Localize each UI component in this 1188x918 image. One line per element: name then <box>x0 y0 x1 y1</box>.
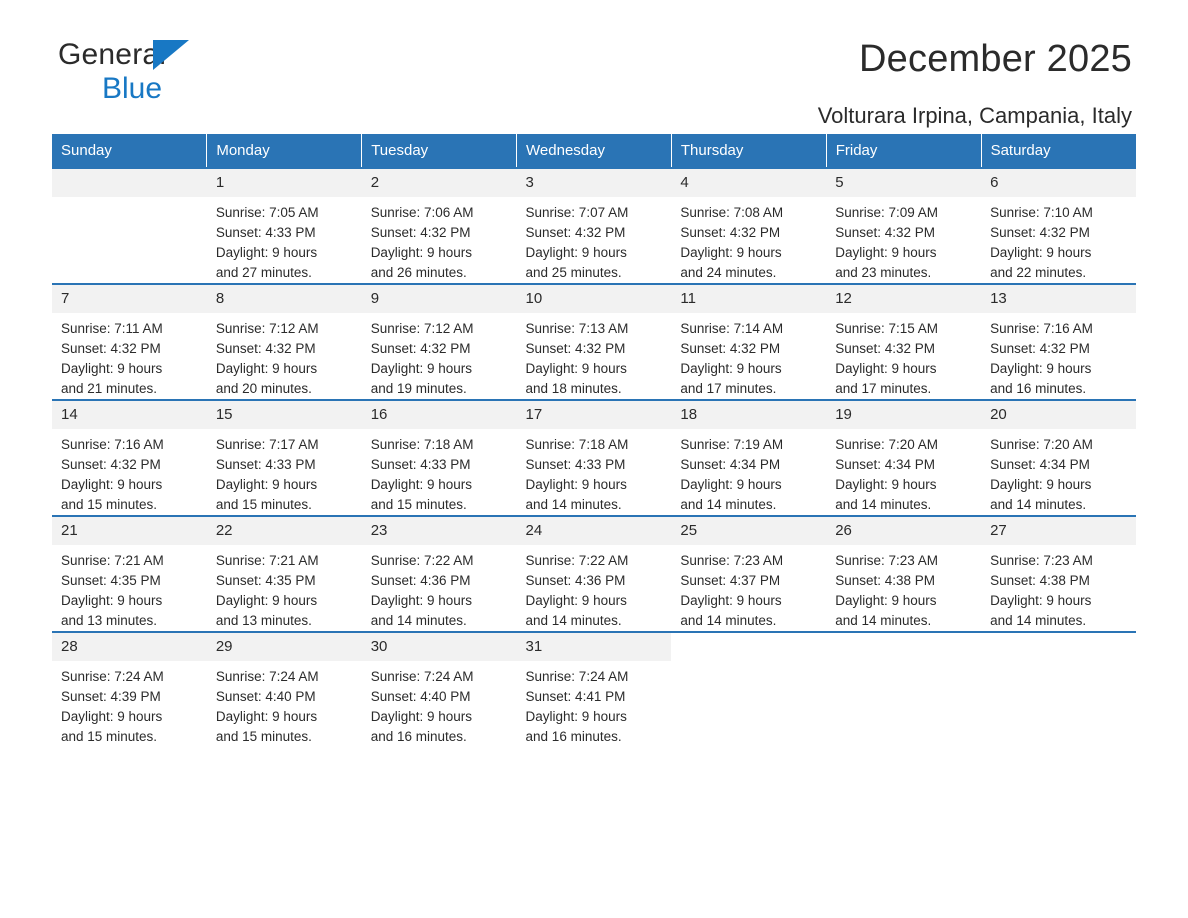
day-info-line: Sunset: 4:32 PM <box>61 341 161 356</box>
calendar-day-cell[interactable] <box>671 168 826 284</box>
day-info-line: and 14 minutes. <box>525 613 622 628</box>
day-info-line: and 17 minutes. <box>680 381 777 396</box>
day-info-line: Sunrise: 7:09 AM <box>835 205 939 220</box>
day-info-line: and 16 minutes. <box>525 729 622 744</box>
calendar-day-cell[interactable] <box>671 400 826 516</box>
logo-triangle-icon <box>153 40 189 70</box>
day-info-line: and 14 minutes. <box>370 613 467 628</box>
day-info-line: Daylight: 9 hours <box>215 477 318 492</box>
day-info-line: Sunset: 4:32 PM <box>215 341 316 356</box>
day-info-line: Sunset: 4:36 PM <box>525 573 626 588</box>
calendar-day-cell[interactable] <box>52 400 207 516</box>
day-info-line: Sunrise: 7:21 AM <box>61 553 164 568</box>
day-info-line: and 15 minutes. <box>215 729 312 744</box>
day-sun-info <box>671 429 826 515</box>
weekday-header-tuesday: Tuesday <box>362 134 517 168</box>
day-info-line: Sunrise: 7:12 AM <box>370 321 474 336</box>
day-info-line: Sunrise: 7:23 AM <box>990 553 1093 568</box>
day-info-line: Daylight: 9 hours <box>990 245 1092 260</box>
calendar-day-cell[interactable] <box>671 516 826 632</box>
day-info-line: Sunset: 4:32 PM <box>525 341 626 356</box>
day-info-line: Sunset: 4:41 PM <box>525 689 626 704</box>
calendar-day-cell[interactable] <box>362 284 517 400</box>
day-info-line: Sunset: 4:33 PM <box>215 457 316 472</box>
day-info-line: Daylight: 9 hours <box>525 709 627 724</box>
calendar-day-cell[interactable] <box>207 516 362 632</box>
day-number: 24 <box>517 517 672 545</box>
calendar-day-cell[interactable] <box>826 516 981 632</box>
day-info-line: Daylight: 9 hours <box>525 593 627 608</box>
day-info-line: and 16 minutes. <box>370 729 467 744</box>
day-number: 30 <box>362 633 517 661</box>
day-info-line: Sunset: 4:36 PM <box>370 573 471 588</box>
calendar-day-cell[interactable] <box>207 284 362 400</box>
day-number: 7 <box>52 285 207 313</box>
day-info-line: Sunset: 4:33 PM <box>215 225 316 240</box>
day-number: 4 <box>671 169 826 197</box>
day-info-line: Sunset: 4:35 PM <box>215 573 316 588</box>
calendar-day-cell[interactable] <box>362 168 517 284</box>
calendar-day-cell[interactable] <box>981 400 1136 516</box>
day-number: 2 <box>362 169 517 197</box>
day-number: 17 <box>517 401 672 429</box>
day-sun-info <box>52 313 207 399</box>
day-sun-info <box>671 313 826 399</box>
day-info-line: Daylight: 9 hours <box>215 245 318 260</box>
day-info-line: and 18 minutes. <box>525 381 622 396</box>
day-number: 26 <box>826 517 981 545</box>
day-sun-info <box>826 197 981 283</box>
day-info-line: Sunrise: 7:24 AM <box>215 669 319 684</box>
day-number: 3 <box>517 169 672 197</box>
day-info-line: Sunset: 4:32 PM <box>370 341 471 356</box>
day-info-line: Sunrise: 7:14 AM <box>680 321 784 336</box>
day-number: 29 <box>207 633 362 661</box>
day-number: 20 <box>981 401 1136 429</box>
day-info-line: Sunrise: 7:18 AM <box>525 437 629 452</box>
day-info-line: Daylight: 9 hours <box>680 477 782 492</box>
page-title: December 2025 <box>859 38 1132 80</box>
calendar-day-cell[interactable] <box>826 284 981 400</box>
logo-text-blue: Blue <box>102 72 163 105</box>
day-sun-info <box>826 429 981 515</box>
day-info-line: Sunrise: 7:21 AM <box>215 553 319 568</box>
weekday-header-friday: Friday <box>826 134 981 168</box>
day-info-line: and 14 minutes. <box>990 497 1087 512</box>
calendar-empty-cell <box>52 168 207 284</box>
weekday-header-sunday: Sunday <box>52 134 207 168</box>
day-sun-info <box>362 197 517 283</box>
calendar-day-cell[interactable] <box>671 284 826 400</box>
day-info-line: Daylight: 9 hours <box>680 593 782 608</box>
day-info-line: Sunrise: 7:24 AM <box>61 669 164 684</box>
day-info-line: Sunrise: 7:13 AM <box>525 321 629 336</box>
day-info-line: and 13 minutes. <box>61 613 158 628</box>
day-info-line: Sunset: 4:33 PM <box>370 457 471 472</box>
day-info-line: Sunset: 4:34 PM <box>990 457 1090 472</box>
day-number: 25 <box>671 517 826 545</box>
day-info-line: Sunset: 4:39 PM <box>61 689 161 704</box>
day-sun-info <box>207 313 362 399</box>
day-info-line: Sunset: 4:33 PM <box>525 457 626 472</box>
day-info-line: Sunset: 4:32 PM <box>61 457 161 472</box>
day-info-line: Daylight: 9 hours <box>990 477 1092 492</box>
day-info-line: Sunset: 4:32 PM <box>525 225 626 240</box>
day-info-line: Sunset: 4:35 PM <box>61 573 161 588</box>
day-number: 11 <box>671 285 826 313</box>
day-sun-info <box>52 545 207 631</box>
calendar-empty-cell <box>671 632 826 747</box>
day-info-line: and 27 minutes. <box>215 265 312 280</box>
day-sun-info <box>362 429 517 515</box>
day-number: 21 <box>52 517 207 545</box>
day-number: 22 <box>207 517 362 545</box>
calendar-week-row <box>52 516 1136 632</box>
day-info-line: Daylight: 9 hours <box>835 361 937 376</box>
day-info-line: Sunrise: 7:22 AM <box>370 553 474 568</box>
generalblue-logo <box>58 40 258 112</box>
day-info-line: Sunset: 4:38 PM <box>835 573 936 588</box>
calendar-week-row <box>52 168 1136 284</box>
calendar-day-cell[interactable] <box>826 400 981 516</box>
day-info-line: Sunrise: 7:20 AM <box>990 437 1093 452</box>
day-info-line: and 14 minutes. <box>680 613 777 628</box>
day-number: 5 <box>826 169 981 197</box>
day-sun-info <box>517 197 672 283</box>
day-info-line: and 21 minutes. <box>61 381 158 396</box>
day-info-line: and 22 minutes. <box>990 265 1087 280</box>
day-number: 15 <box>207 401 362 429</box>
day-info-line: and 19 minutes. <box>370 381 467 396</box>
day-sun-info <box>826 313 981 399</box>
day-info-line: Daylight: 9 hours <box>61 477 163 492</box>
calendar-day-cell[interactable] <box>517 516 672 632</box>
day-info-line: Daylight: 9 hours <box>61 361 163 376</box>
day-info-line: Sunrise: 7:20 AM <box>835 437 939 452</box>
day-info-line: Sunrise: 7:24 AM <box>370 669 474 684</box>
day-info-line: Daylight: 9 hours <box>990 593 1092 608</box>
day-sun-info <box>207 429 362 515</box>
day-sun-info <box>517 429 672 515</box>
day-number: 10 <box>517 285 672 313</box>
calendar-empty-cell <box>981 632 1136 747</box>
day-info-line: Daylight: 9 hours <box>525 361 627 376</box>
day-info-line: Daylight: 9 hours <box>370 245 472 260</box>
day-info-line: Sunset: 4:40 PM <box>370 689 471 704</box>
day-info-line: and 15 minutes. <box>61 729 158 744</box>
day-info-line: and 23 minutes. <box>835 265 932 280</box>
day-info-line: Sunrise: 7:07 AM <box>525 205 629 220</box>
day-sun-info <box>671 545 826 631</box>
day-sun-info <box>207 545 362 631</box>
day-info-line: Sunset: 4:32 PM <box>990 341 1090 356</box>
day-info-line: Sunset: 4:40 PM <box>215 689 316 704</box>
day-info-line: and 15 minutes. <box>61 497 158 512</box>
day-info-line: and 15 minutes. <box>215 497 312 512</box>
calendar-day-cell[interactable] <box>52 516 207 632</box>
day-info-line: Sunrise: 7:17 AM <box>215 437 319 452</box>
day-info-line: Sunrise: 7:16 AM <box>990 321 1093 336</box>
day-info-line: and 16 minutes. <box>990 381 1087 396</box>
day-info-line: Sunset: 4:34 PM <box>680 457 781 472</box>
day-number: 8 <box>207 285 362 313</box>
day-number: 27 <box>981 517 1136 545</box>
page-header <box>52 0 1136 128</box>
day-info-line: Daylight: 9 hours <box>370 709 472 724</box>
day-info-line: Sunrise: 7:05 AM <box>215 205 319 220</box>
day-info-line: Sunrise: 7:06 AM <box>370 205 474 220</box>
day-info-line: and 14 minutes. <box>835 613 932 628</box>
day-number <box>52 169 207 197</box>
day-sun-info <box>362 313 517 399</box>
day-info-line: Daylight: 9 hours <box>525 477 627 492</box>
day-number <box>981 633 1136 661</box>
day-info-line: Sunrise: 7:11 AM <box>61 321 163 336</box>
day-number: 28 <box>52 633 207 661</box>
weekday-header-saturday: Saturday <box>981 134 1136 168</box>
day-info-line: Daylight: 9 hours <box>370 361 472 376</box>
day-info-line: Daylight: 9 hours <box>215 593 318 608</box>
calendar-day-cell[interactable] <box>207 400 362 516</box>
day-sun-info <box>52 661 207 747</box>
calendar-empty-cell <box>826 632 981 747</box>
day-sun-info <box>671 197 826 283</box>
calendar-day-cell[interactable] <box>362 400 517 516</box>
day-info-line: Sunrise: 7:12 AM <box>215 321 319 336</box>
day-info-line: Daylight: 9 hours <box>680 361 782 376</box>
day-info-line: Sunrise: 7:18 AM <box>370 437 474 452</box>
day-number: 18 <box>671 401 826 429</box>
day-info-line: Daylight: 9 hours <box>835 245 937 260</box>
day-info-line: Sunrise: 7:08 AM <box>680 205 784 220</box>
weekday-header-wednesday: Wednesday <box>517 134 672 168</box>
day-info-line: and 15 minutes. <box>370 497 467 512</box>
day-info-line: Sunset: 4:32 PM <box>835 225 936 240</box>
day-info-line: Sunset: 4:32 PM <box>835 341 936 356</box>
day-sun-info <box>981 545 1136 631</box>
day-sun-info <box>981 197 1136 283</box>
day-info-line: Sunrise: 7:23 AM <box>680 553 784 568</box>
day-number: 16 <box>362 401 517 429</box>
day-sun-info <box>207 197 362 283</box>
day-info-line: and 14 minutes. <box>680 497 777 512</box>
day-info-line: Daylight: 9 hours <box>525 245 627 260</box>
day-sun-info <box>517 661 672 747</box>
calendar-day-cell[interactable] <box>207 168 362 284</box>
day-info-line: Sunrise: 7:10 AM <box>990 205 1093 220</box>
day-info-line: and 20 minutes. <box>215 381 312 396</box>
day-sun-info <box>362 545 517 631</box>
calendar-table <box>52 134 1136 747</box>
day-info-line: Sunrise: 7:19 AM <box>680 437 784 452</box>
day-info-line: Daylight: 9 hours <box>835 593 937 608</box>
day-info-line: Daylight: 9 hours <box>370 477 472 492</box>
calendar-day-cell[interactable] <box>981 516 1136 632</box>
day-number: 23 <box>362 517 517 545</box>
calendar-week-row <box>52 400 1136 516</box>
day-info-line: Sunset: 4:32 PM <box>990 225 1090 240</box>
day-sun-info <box>981 429 1136 515</box>
day-number: 6 <box>981 169 1136 197</box>
weekday-header-thursday: Thursday <box>671 134 826 168</box>
day-info-line: Daylight: 9 hours <box>61 593 163 608</box>
calendar-day-cell[interactable] <box>981 168 1136 284</box>
day-info-line: Sunset: 4:32 PM <box>680 225 781 240</box>
day-number <box>671 633 826 661</box>
day-info-line: Daylight: 9 hours <box>680 245 782 260</box>
day-info-line: Daylight: 9 hours <box>990 361 1092 376</box>
calendar-day-cell[interactable] <box>826 168 981 284</box>
day-info-line: Sunrise: 7:24 AM <box>525 669 629 684</box>
logo-text-general: General <box>58 38 167 71</box>
calendar-day-cell[interactable] <box>517 632 672 747</box>
day-info-line: Daylight: 9 hours <box>215 709 318 724</box>
day-sun-info <box>826 545 981 631</box>
day-number: 19 <box>826 401 981 429</box>
day-number: 14 <box>52 401 207 429</box>
day-sun-info <box>362 661 517 747</box>
day-info-line: Daylight: 9 hours <box>61 709 163 724</box>
calendar-day-cell[interactable] <box>52 284 207 400</box>
day-number: 1 <box>207 169 362 197</box>
calendar-week-row <box>52 284 1136 400</box>
calendar-day-cell[interactable] <box>517 284 672 400</box>
calendar-body <box>52 168 1136 747</box>
day-info-line: Sunrise: 7:22 AM <box>525 553 629 568</box>
day-info-line: and 24 minutes. <box>680 265 777 280</box>
day-number: 9 <box>362 285 517 313</box>
day-info-line: and 14 minutes. <box>835 497 932 512</box>
calendar-day-cell[interactable] <box>207 632 362 747</box>
day-number: 13 <box>981 285 1136 313</box>
day-info-line: and 17 minutes. <box>835 381 932 396</box>
calendar-day-cell[interactable] <box>517 168 672 284</box>
day-sun-info <box>52 429 207 515</box>
day-info-line: Sunset: 4:34 PM <box>835 457 936 472</box>
day-sun-info <box>517 545 672 631</box>
day-info-line: Daylight: 9 hours <box>215 361 318 376</box>
day-info-line: Sunset: 4:37 PM <box>680 573 781 588</box>
calendar-day-cell[interactable] <box>362 632 517 747</box>
day-info-line: and 14 minutes. <box>525 497 622 512</box>
day-info-line: Sunset: 4:38 PM <box>990 573 1090 588</box>
calendar-day-cell[interactable] <box>362 516 517 632</box>
day-info-line: Sunrise: 7:15 AM <box>835 321 939 336</box>
day-number: 12 <box>826 285 981 313</box>
calendar-week-row <box>52 632 1136 747</box>
weekday-header-row <box>52 134 1136 168</box>
day-info-line: and 26 minutes. <box>370 265 467 280</box>
day-info-line: and 25 minutes. <box>525 265 622 280</box>
day-sun-info <box>981 313 1136 399</box>
calendar-day-cell[interactable] <box>52 632 207 747</box>
day-number: 31 <box>517 633 672 661</box>
day-info-line: Sunset: 4:32 PM <box>680 341 781 356</box>
day-info-line: Daylight: 9 hours <box>835 477 937 492</box>
calendar-day-cell[interactable] <box>981 284 1136 400</box>
calendar-day-cell[interactable] <box>517 400 672 516</box>
day-sun-info <box>207 661 362 747</box>
location-subtitle: Volturara Irpina, Campania, Italy <box>817 103 1132 128</box>
day-sun-info <box>517 313 672 399</box>
day-info-line: Sunrise: 7:23 AM <box>835 553 939 568</box>
day-info-line: and 14 minutes. <box>990 613 1087 628</box>
day-info-line: Sunset: 4:32 PM <box>370 225 471 240</box>
day-info-line: and 13 minutes. <box>215 613 312 628</box>
day-number <box>826 633 981 661</box>
weekday-header-monday: Monday <box>207 134 362 168</box>
day-info-line: Daylight: 9 hours <box>370 593 472 608</box>
day-info-line: Sunrise: 7:16 AM <box>61 437 164 452</box>
